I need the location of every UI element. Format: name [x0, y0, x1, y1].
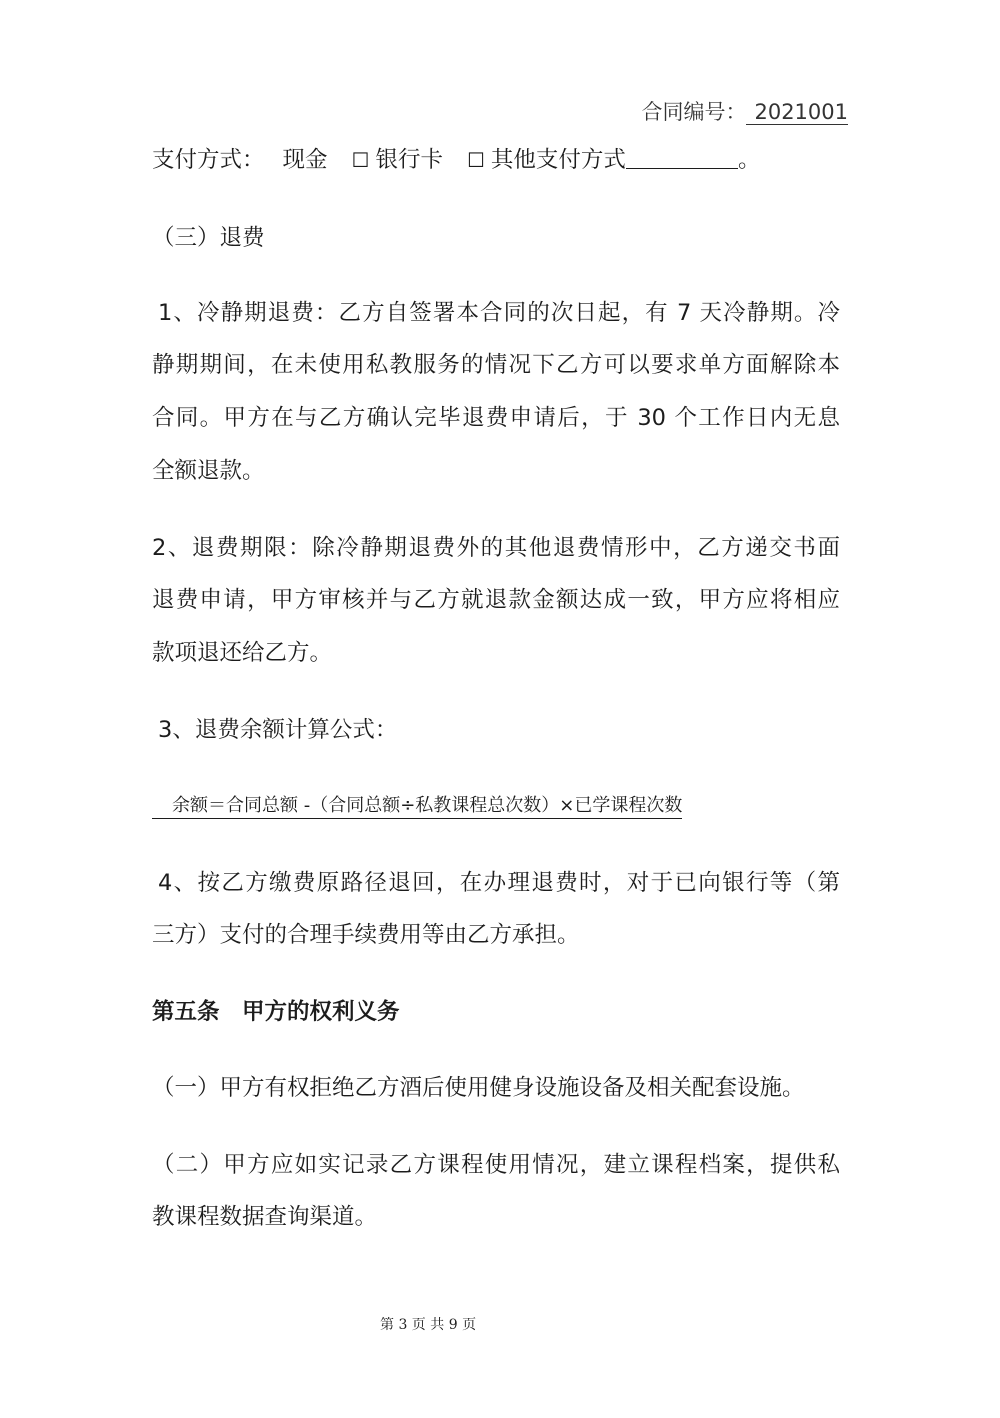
- article-5-clause-2: [152, 1139, 840, 1244]
- article-5-clause-1: [152, 1062, 805, 1115]
- refund-item-3: [152, 704, 397, 757]
- paragraph-line: 1、冷静期退费：乙方自签署本合同的次日起，有 7 天冷静期。冷: [158, 299, 840, 326]
- paragraph-line: 退费申请，甲方审核并与乙方就退款金额达成一致，甲方应将相应: [152, 587, 840, 614]
- other-payment-blank: [626, 144, 738, 169]
- paragraph-line: 3、退费余额计算公式：: [158, 716, 398, 743]
- paragraph-line: （二）甲方应如实记录乙方课程使用情况，建立课程档案，提供私: [152, 1151, 840, 1178]
- refund-formula-text: 余额＝合同总额 -（合同总额÷私教课程总次数）×已学课程次数: [152, 794, 682, 819]
- paragraph-line: 4、按乙方缴费原路径退回，在办理退费时，对于已向银行等（第: [158, 869, 840, 896]
- bank-card-checkbox-icon: ☐: [351, 147, 370, 172]
- paragraph-line: 全额退款。: [152, 457, 265, 484]
- contract-number-label: 合同编号：: [641, 100, 747, 124]
- paragraph-line: 合同。甲方在与乙方确认完毕退费申请后，于 30 个工作日内无息: [152, 404, 840, 431]
- article-5-heading: 第五条 甲方的权利义务: [152, 998, 400, 1025]
- contract-number-value: 2021001: [746, 100, 848, 125]
- contract-number: [641, 97, 848, 127]
- paragraph-line: 款项退还给乙方。: [152, 639, 333, 666]
- payment-terminator: 。: [737, 146, 761, 173]
- paragraph-line: 2、退费期限：除冷静期退费外的其他退费情形中，乙方递交书面: [152, 534, 840, 561]
- refund-formula: [152, 791, 682, 821]
- paragraph-line: 三方）支付的合理手续费用等由乙方承担。: [152, 922, 580, 949]
- paragraph-line: 静期期间，在未使用私教服务的情况下乙方可以要求单方面解除本: [152, 352, 840, 379]
- payment-option-other: 其他支付方式: [490, 146, 626, 173]
- payment-option-bank-card: 银行卡: [375, 146, 443, 173]
- payment-method-label: 支付方式：: [152, 146, 265, 173]
- refund-item-1: [152, 287, 840, 498]
- payment-method-line: [152, 134, 760, 187]
- paragraph-line: 教课程数据查询渠道。: [152, 1204, 378, 1231]
- payment-option-cash: 现金: [282, 146, 328, 173]
- refund-item-4: [152, 857, 840, 962]
- other-payment-checkbox-icon: ☐: [466, 147, 485, 172]
- page-footer: 第 3 页 共 9 页: [380, 1317, 477, 1333]
- paragraph-line: （一）甲方有权拒绝乙方酒后使用健身设施设备及相关配套设施。: [152, 1074, 805, 1101]
- section-refund-heading: （三）退费: [152, 224, 265, 251]
- refund-item-2: [152, 522, 840, 680]
